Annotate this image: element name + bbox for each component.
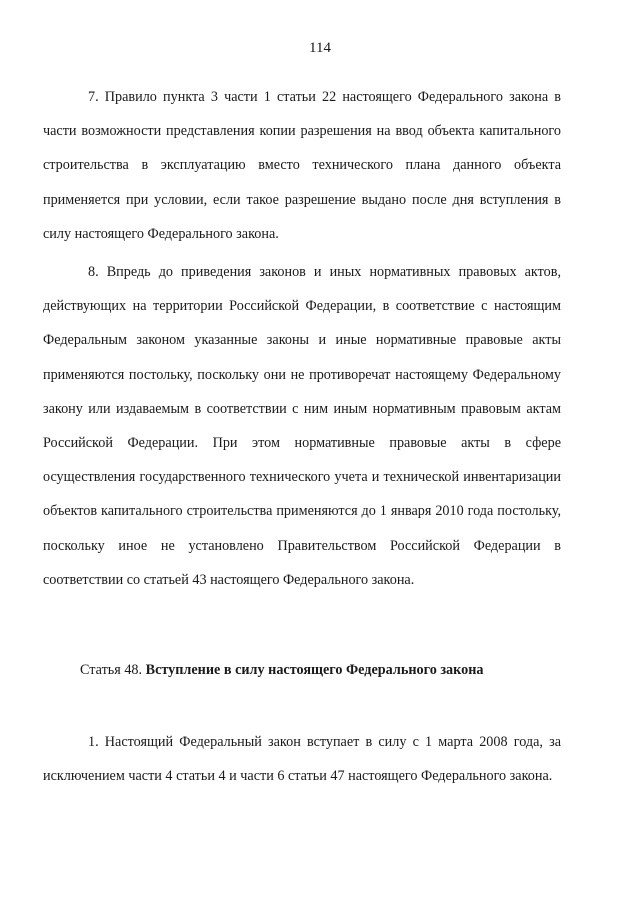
article-48-heading xyxy=(80,653,600,687)
paragraph-8: 8. Впредь до приведения законов и иных нормативных правовых актов, действующих на территории Российской Федерации, в соответствие с настоящим Федеральным законом указанные законы и иные нормативные правовые акты применяются постольку, поскольку они не противоречат настоящему Федеральному закону или издаваемым в соответствии с ним иным нормативным правовым актам Российской Федерации. При этом нормативные правовые акты в сфере осуществления государственного технического учета и технической инвентаризации объектов капитального строительства применяются до 1 января 2010 года постольку, поскольку иное не установлено Правительством Российской Федерации в соответствии со статьей 43 настоящего Федерального закона. xyxy=(43,264,561,588)
page-number: 114 xyxy=(309,40,331,56)
article-48-label: Статья 48. xyxy=(80,662,143,678)
article-48-paragraph-1: 1. Настоящий Федеральный закон вступает в силу с 1 марта 2008 года, за исключением части 4 статьи 4 и части 6 статьи 47 настоящего Федерального закона. xyxy=(43,734,561,785)
paragraph-7: 7. Правило пункта 3 части 1 статьи 22 настоящего Федерального закона в части возможности представления копии разрешения на ввод объекта капитального строительства в эксплуатацию вместо технического плана данного объекта применяется при условии, если такое разрешение выдано после дня вступления в силу настоящего Федерального закона. xyxy=(43,89,561,242)
article-48-title: Вступление в силу настоящего Федерального закона xyxy=(145,662,484,678)
